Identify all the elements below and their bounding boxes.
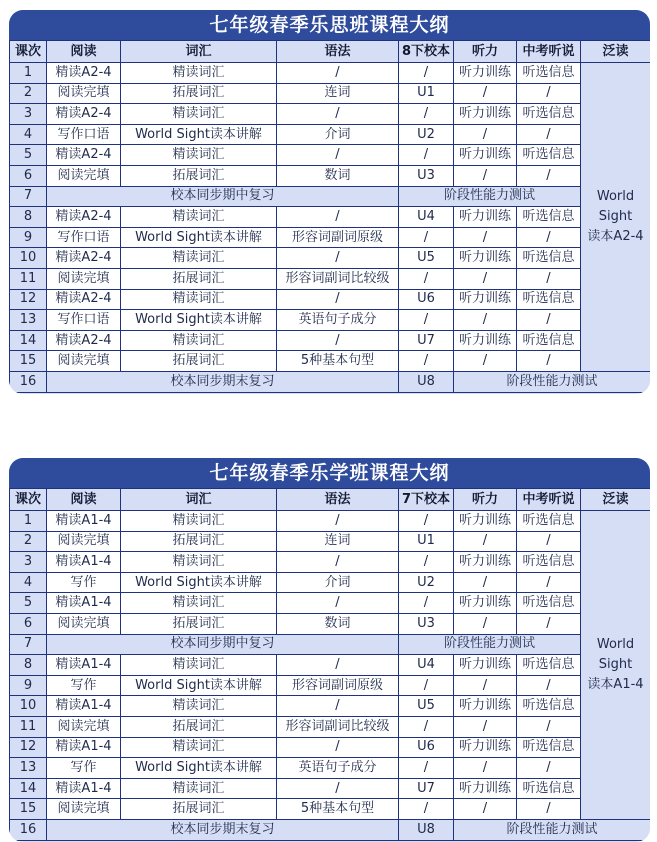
school-unit-cell: / <box>399 145 454 166</box>
lesson-number: 6 <box>10 165 47 186</box>
school-unit-cell: / <box>399 268 454 289</box>
column-header: 中考听说 <box>517 489 581 511</box>
school-unit-cell: / <box>399 552 454 573</box>
table-row <box>10 248 651 269</box>
listening-cell: 听力训练 <box>454 248 517 269</box>
lesson-number: 13 <box>10 310 47 331</box>
lesson-number: 4 <box>10 572 47 593</box>
table-row <box>10 819 651 840</box>
vocabulary-cell: 拓展词汇 <box>121 165 277 186</box>
table-row <box>10 511 651 532</box>
reading-cell: 精读A1-4 <box>47 511 121 532</box>
table-row <box>10 186 651 207</box>
school-unit-cell: U5 <box>399 248 454 269</box>
reading-cell: 阅读完填 <box>47 716 121 737</box>
grammar-cell: / <box>277 207 399 228</box>
lesson-number: 15 <box>10 799 47 820</box>
listening-cell: 听力训练 <box>454 778 517 799</box>
speaking-cell: / <box>517 124 581 145</box>
school-unit-cell: / <box>399 63 454 84</box>
lesson-number: 7 <box>10 186 47 207</box>
extensive-reading-line: World <box>596 188 635 204</box>
listening-cell: / <box>454 758 517 779</box>
speaking-cell: / <box>517 758 581 779</box>
lesson-number: 8 <box>10 207 47 228</box>
header-row <box>10 489 651 511</box>
column-header: 泛读 <box>581 41 651 63</box>
table-row <box>10 104 651 125</box>
speaking-cell: / <box>517 351 581 372</box>
listening-cell: 听力训练 <box>454 696 517 717</box>
grammar-cell: 5种基本句型 <box>277 799 399 820</box>
speaking-cell: 听选信息 <box>517 593 581 614</box>
grammar-cell: 介词 <box>277 572 399 593</box>
reading-cell: 阅读完填 <box>47 531 121 552</box>
lesson-number: 14 <box>10 330 47 351</box>
vocabulary-cell: 拓展词汇 <box>121 351 277 372</box>
listening-cell: / <box>454 675 517 696</box>
speaking-cell: / <box>517 572 581 593</box>
grammar-cell: / <box>277 330 399 351</box>
midterm-review: 校本同步期中复习 <box>47 634 399 655</box>
table-row <box>10 593 651 614</box>
reading-cell: 阅读完填 <box>47 83 121 104</box>
school-unit-cell: / <box>399 675 454 696</box>
reading-cell: 写作口语 <box>47 310 121 331</box>
final-unit: U8 <box>399 371 454 392</box>
column-header: 阅读 <box>47 41 121 63</box>
reading-cell: 精读A1-4 <box>47 552 121 573</box>
table-row <box>10 227 651 248</box>
speaking-cell: / <box>517 613 581 634</box>
table-row <box>10 83 651 104</box>
reading-cell: 写作 <box>47 758 121 779</box>
vocabulary-cell: 精读词汇 <box>121 778 277 799</box>
lesson-number: 11 <box>10 268 47 289</box>
vocabulary-cell: 精读词汇 <box>121 248 277 269</box>
grammar-cell: 形容词副词比较级 <box>277 268 399 289</box>
speaking-cell: 听选信息 <box>517 696 581 717</box>
listening-cell: / <box>454 268 517 289</box>
speaking-cell: 听选信息 <box>517 207 581 228</box>
grammar-cell: 英语句子成分 <box>277 758 399 779</box>
school-unit-cell: U6 <box>399 289 454 310</box>
column-header: 词汇 <box>121 41 277 63</box>
vocabulary-cell: 拓展词汇 <box>121 531 277 552</box>
extensive-reading-cell <box>581 511 651 820</box>
reading-cell: 阅读完填 <box>47 165 121 186</box>
table-title: 七年级春季乐学班课程大纲 <box>9 458 650 488</box>
lesson-number: 12 <box>10 289 47 310</box>
syllabus-table <box>9 488 650 841</box>
vocabulary-cell: 拓展词汇 <box>121 799 277 820</box>
table-row <box>10 63 651 84</box>
speaking-cell: 听选信息 <box>517 104 581 125</box>
lesson-number: 7 <box>10 634 47 655</box>
speaking-cell: 听选信息 <box>517 330 581 351</box>
vocabulary-cell: World Sight读本讲解 <box>121 124 277 145</box>
school-unit-cell: / <box>399 351 454 372</box>
grammar-cell: 连词 <box>277 83 399 104</box>
syllabus-card-lexue <box>9 458 650 842</box>
lesson-number: 1 <box>10 63 47 84</box>
lesson-number: 8 <box>10 655 47 676</box>
reading-cell: 阅读完填 <box>47 799 121 820</box>
speaking-cell: 听选信息 <box>517 737 581 758</box>
lesson-number: 1 <box>10 511 47 532</box>
grammar-cell: 形容词副词原级 <box>277 227 399 248</box>
vocabulary-cell: 精读词汇 <box>121 289 277 310</box>
column-header: 语法 <box>277 489 399 511</box>
speaking-cell: 听选信息 <box>517 145 581 166</box>
vocabulary-cell: World Sight读本讲解 <box>121 675 277 696</box>
column-header: 7下校本 <box>399 489 454 511</box>
listening-cell: / <box>454 124 517 145</box>
grammar-cell: 数词 <box>277 165 399 186</box>
reading-cell: 写作 <box>47 572 121 593</box>
school-unit-cell: / <box>399 758 454 779</box>
listening-cell: 听力训练 <box>454 552 517 573</box>
listening-cell: 听力训练 <box>454 330 517 351</box>
listening-cell: / <box>454 351 517 372</box>
reading-cell: 写作口语 <box>47 124 121 145</box>
vocabulary-cell: 精读词汇 <box>121 737 277 758</box>
table-title: 七年级春季乐思班课程大纲 <box>9 10 650 40</box>
lesson-number: 16 <box>10 819 47 840</box>
listening-cell: / <box>454 83 517 104</box>
table-row <box>10 351 651 372</box>
grammar-cell: 5种基本句型 <box>277 351 399 372</box>
school-unit-cell: / <box>399 227 454 248</box>
vocabulary-cell: 精读词汇 <box>121 655 277 676</box>
lesson-number: 16 <box>10 371 47 392</box>
vocabulary-cell: 拓展词汇 <box>121 613 277 634</box>
vocabulary-cell: 精读词汇 <box>121 207 277 228</box>
speaking-cell: 听选信息 <box>517 248 581 269</box>
table-row <box>10 124 651 145</box>
table-row <box>10 552 651 573</box>
lesson-number: 5 <box>10 593 47 614</box>
lesson-number: 12 <box>10 737 47 758</box>
vocabulary-cell: 精读词汇 <box>121 696 277 717</box>
listening-cell: / <box>454 613 517 634</box>
school-unit-cell: / <box>399 716 454 737</box>
reading-cell: 精读A2-4 <box>47 104 121 125</box>
grammar-cell: / <box>277 145 399 166</box>
grammar-cell: / <box>277 696 399 717</box>
extensive-reading-line: Sight <box>598 656 633 672</box>
grammar-cell: / <box>277 552 399 573</box>
listening-cell: 听力训练 <box>454 145 517 166</box>
listening-cell: / <box>454 227 517 248</box>
speaking-cell: / <box>517 799 581 820</box>
vocabulary-cell: 精读词汇 <box>121 330 277 351</box>
speaking-cell: 听选信息 <box>517 63 581 84</box>
speaking-cell: / <box>517 675 581 696</box>
listening-cell: / <box>454 310 517 331</box>
column-header: 语法 <box>277 41 399 63</box>
header-row <box>10 41 651 63</box>
vocabulary-cell: World Sight读本讲解 <box>121 310 277 331</box>
lesson-number: 2 <box>10 531 47 552</box>
speaking-cell: / <box>517 268 581 289</box>
school-unit-cell: U1 <box>399 83 454 104</box>
final-unit: U8 <box>399 819 454 840</box>
midterm-review: 校本同步期中复习 <box>47 186 399 207</box>
school-unit-cell: / <box>399 511 454 532</box>
grammar-cell: / <box>277 778 399 799</box>
syllabus-card-lesi <box>9 10 650 394</box>
table-row <box>10 758 651 779</box>
school-unit-cell: / <box>399 593 454 614</box>
table-row <box>10 371 651 392</box>
speaking-cell: 听选信息 <box>517 552 581 573</box>
table-row <box>10 613 651 634</box>
grammar-cell: 介词 <box>277 124 399 145</box>
lesson-number: 13 <box>10 758 47 779</box>
column-header: 中考听说 <box>517 41 581 63</box>
speaking-cell: / <box>517 227 581 248</box>
column-header: 8下校本 <box>399 41 454 63</box>
lesson-number: 10 <box>10 696 47 717</box>
reading-cell: 精读A1-4 <box>47 655 121 676</box>
table-row <box>10 634 651 655</box>
syllabus-table <box>9 40 650 393</box>
final-test: 阶段性能力测试 <box>454 819 651 840</box>
grammar-cell: / <box>277 248 399 269</box>
vocabulary-cell: 精读词汇 <box>121 63 277 84</box>
table-row <box>10 268 651 289</box>
reading-cell: 阅读完填 <box>47 351 121 372</box>
table-row <box>10 572 651 593</box>
school-unit-cell: U6 <box>399 737 454 758</box>
grammar-cell: / <box>277 737 399 758</box>
vocabulary-cell: World Sight读本讲解 <box>121 227 277 248</box>
reading-cell: 精读A1-4 <box>47 737 121 758</box>
lesson-number: 5 <box>10 145 47 166</box>
column-header: 词汇 <box>121 489 277 511</box>
listening-cell: / <box>454 716 517 737</box>
school-unit-cell: U1 <box>399 531 454 552</box>
school-unit-cell: U4 <box>399 655 454 676</box>
grammar-cell: 数词 <box>277 613 399 634</box>
school-unit-cell: U3 <box>399 613 454 634</box>
reading-cell: 精读A2-4 <box>47 63 121 84</box>
extensive-reading-line: Sight <box>598 208 633 224</box>
listening-cell: 听力训练 <box>454 104 517 125</box>
speaking-cell: 听选信息 <box>517 778 581 799</box>
school-unit-cell: U7 <box>399 778 454 799</box>
table-row <box>10 737 651 758</box>
school-unit-cell: / <box>399 310 454 331</box>
lesson-number: 11 <box>10 716 47 737</box>
extensive-reading-line: World <box>596 636 635 652</box>
column-header: 听力 <box>454 489 517 511</box>
reading-cell: 精读A2-4 <box>47 330 121 351</box>
listening-cell: / <box>454 799 517 820</box>
column-header: 听力 <box>454 41 517 63</box>
school-unit-cell: / <box>399 799 454 820</box>
reading-cell: 精读A2-4 <box>47 248 121 269</box>
table-row <box>10 696 651 717</box>
school-unit-cell: U2 <box>399 124 454 145</box>
school-unit-cell: U5 <box>399 696 454 717</box>
vocabulary-cell: 精读词汇 <box>121 552 277 573</box>
vocabulary-cell: World Sight读本讲解 <box>121 758 277 779</box>
grammar-cell: / <box>277 63 399 84</box>
speaking-cell: 听选信息 <box>517 511 581 532</box>
listening-cell: / <box>454 572 517 593</box>
speaking-cell: 听选信息 <box>517 289 581 310</box>
speaking-cell: / <box>517 83 581 104</box>
lesson-number: 10 <box>10 248 47 269</box>
column-header: 阅读 <box>47 489 121 511</box>
reading-cell: 精读A2-4 <box>47 207 121 228</box>
table-row <box>10 778 651 799</box>
table-row <box>10 165 651 186</box>
table-row <box>10 799 651 820</box>
final-test: 阶段性能力测试 <box>454 371 651 392</box>
listening-cell: 听力训练 <box>454 593 517 614</box>
school-unit-cell: / <box>399 104 454 125</box>
table-row <box>10 675 651 696</box>
speaking-cell: / <box>517 531 581 552</box>
vocabulary-cell: 拓展词汇 <box>121 268 277 289</box>
speaking-cell: / <box>517 165 581 186</box>
grammar-cell: / <box>277 593 399 614</box>
lesson-number: 4 <box>10 124 47 145</box>
vocabulary-cell: 精读词汇 <box>121 104 277 125</box>
lesson-number: 3 <box>10 552 47 573</box>
grammar-cell: / <box>277 289 399 310</box>
lesson-number: 9 <box>10 675 47 696</box>
grammar-cell: 连词 <box>277 531 399 552</box>
reading-cell: 精读A1-4 <box>47 696 121 717</box>
extensive-reading-line: 读本A2-4 <box>587 228 644 244</box>
listening-cell: 听力训练 <box>454 511 517 532</box>
listening-cell: 听力训练 <box>454 63 517 84</box>
listening-cell: 听力训练 <box>454 737 517 758</box>
grammar-cell: / <box>277 655 399 676</box>
listening-cell: 听力训练 <box>454 655 517 676</box>
extensive-reading-cell <box>581 63 651 372</box>
table-row <box>10 289 651 310</box>
listening-cell: 听力训练 <box>454 207 517 228</box>
column-header: 课次 <box>10 41 47 63</box>
table-row <box>10 207 651 228</box>
table-row <box>10 655 651 676</box>
listening-cell: / <box>454 531 517 552</box>
school-unit-cell: U4 <box>399 207 454 228</box>
lesson-number: 2 <box>10 83 47 104</box>
vocabulary-cell: 精读词汇 <box>121 511 277 532</box>
lesson-number: 14 <box>10 778 47 799</box>
table-row <box>10 330 651 351</box>
table-row <box>10 716 651 737</box>
vocabulary-cell: 精读词汇 <box>121 145 277 166</box>
listening-cell: 听力训练 <box>454 289 517 310</box>
grammar-cell: / <box>277 104 399 125</box>
speaking-cell: / <box>517 310 581 331</box>
grammar-cell: 形容词副词比较级 <box>277 716 399 737</box>
vocabulary-cell: 拓展词汇 <box>121 83 277 104</box>
column-header: 课次 <box>10 489 47 511</box>
reading-cell: 写作口语 <box>47 227 121 248</box>
reading-cell: 精读A1-4 <box>47 778 121 799</box>
reading-cell: 写作 <box>47 675 121 696</box>
midterm-test: 阶段性能力测试 <box>399 186 581 207</box>
lesson-number: 15 <box>10 351 47 372</box>
table-row <box>10 145 651 166</box>
final-review: 校本同步期末复习 <box>47 819 399 840</box>
extensive-reading-line: 读本A1-4 <box>587 676 644 692</box>
grammar-cell: 形容词副词原级 <box>277 675 399 696</box>
vocabulary-cell: World Sight读本讲解 <box>121 572 277 593</box>
listening-cell: / <box>454 165 517 186</box>
reading-cell: 精读A2-4 <box>47 289 121 310</box>
reading-cell: 阅读完填 <box>47 268 121 289</box>
table-row <box>10 310 651 331</box>
school-unit-cell: U7 <box>399 330 454 351</box>
speaking-cell: 听选信息 <box>517 655 581 676</box>
speaking-cell: / <box>517 716 581 737</box>
grammar-cell: 英语句子成分 <box>277 310 399 331</box>
lesson-number: 9 <box>10 227 47 248</box>
vocabulary-cell: 拓展词汇 <box>121 716 277 737</box>
school-unit-cell: U3 <box>399 165 454 186</box>
lesson-number: 6 <box>10 613 47 634</box>
reading-cell: 精读A1-4 <box>47 593 121 614</box>
midterm-test: 阶段性能力测试 <box>399 634 581 655</box>
reading-cell: 阅读完填 <box>47 613 121 634</box>
vocabulary-cell: 精读词汇 <box>121 593 277 614</box>
lesson-number: 3 <box>10 104 47 125</box>
column-header: 泛读 <box>581 489 651 511</box>
school-unit-cell: U2 <box>399 572 454 593</box>
grammar-cell: / <box>277 511 399 532</box>
final-review: 校本同步期末复习 <box>47 371 399 392</box>
table-row <box>10 531 651 552</box>
reading-cell: 精读A2-4 <box>47 145 121 166</box>
